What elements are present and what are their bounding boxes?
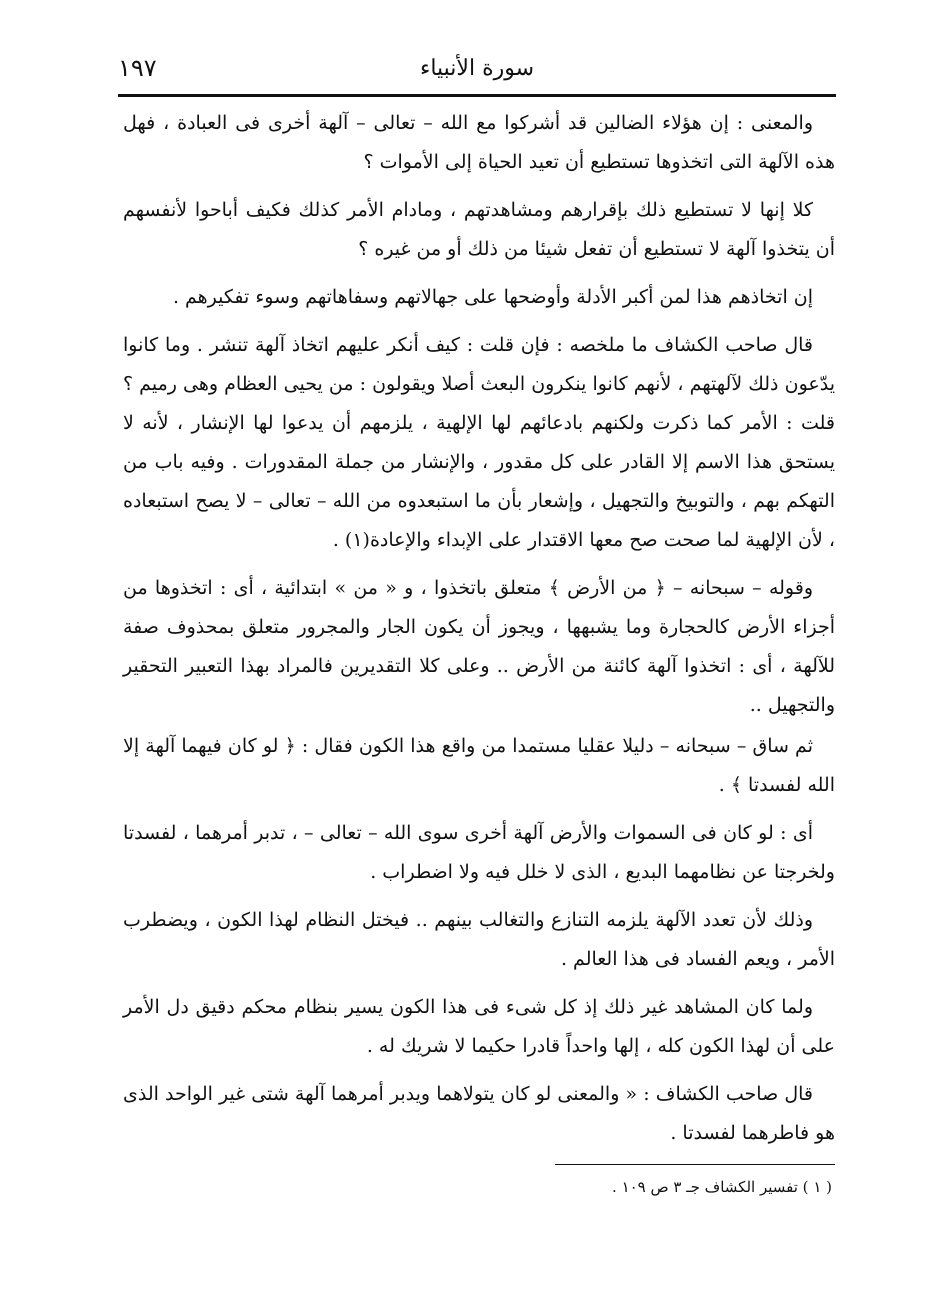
paragraph: ولما كان المشاهد غير ذلك إذ كل شىء فى هذا الكون يسير بنظام محكم دقيق دل الأمر على أن لهذا الكون كله ، إلها واحداً قادرا حكيما لا شريك له . [123, 996, 835, 1057]
footnote: ( ١ ) تفسير الكشاف جـ ٣ ص ١٠٩ . [612, 1178, 832, 1196]
paragraph: كلا إنها لا تستطيع ذلك بإقرارهم ومشاهدتهم ، ومادام الأمر كذلك فكيف أباحوا لأنفسهم أن يتخذوا آلهة لا تستطيع أن تفعل شيئا من ذلك أو من غيره ؟ [123, 199, 835, 260]
paragraph: قال صاحب الكشاف ما ملخصه : فإن قلت : كيف أنكر عليهم اتخاذ آلهة تنشر . وما كانوا يدّعون ذلك لآلهتهم ، لأنهم كانوا ينكرون البعث أصلا ويقولون : من يحيى العظام وهى رميم ؟ قلت : الأمر كما ذكرت ولكنهم بادعائهم لها الإلهية ، يلزمهم أن يدعوا لها الإنشار ، لأنه لا يستحق هذا الاسم إلا القادر على كل مقدور ، والإنشار من جملة المقدورات . وفيه باب من التهكم بهم ، والتوبيخ والتجهيل ، وإشعار بأن ما استبعدوه من الله – تعالى – لا يصح استبعاده ، لأن الإلهية لما صحت صح معها الاقتدار على الإبداء والإعادة(١) . [123, 334, 835, 551]
paragraph: قال صاحب الكشاف : « والمعنى لو كان يتولاهما ويدبر أمرهما آلهة شتى غير الواحد الذى هو فاطرهما لفسدتا . [123, 1083, 835, 1144]
page-body [123, 104, 835, 1162]
paragraph: أى : لو كان فى السموات والأرض آلهة أخرى سوى الله – تعالى – ، تدبر أمرهما ، لفسدتا ولخرجتا عن نظامهما البديع ، الذى لا خلل فيه ولا اضطراب . [123, 822, 835, 883]
running-title: سورة الأنبياء [419, 56, 535, 81]
header-rule [118, 94, 836, 97]
page-header [118, 52, 836, 92]
paragraph: إن اتخاذهم هذا لمن أكبر الأدلة وأوضحها على جهالاتهم وسفاهاتهم وسوء تفكيرهم . [172, 286, 813, 308]
paragraph: وذلك لأن تعدد الآلهة يلزمه التنازع والتغالب بينهم .. فيختل النظام لهذا الكون ، ويضطرب الأمر ، ويعم الفساد فى هذا العالم . [123, 909, 835, 970]
paragraph: ثم ساق – سبحانه – دليلا عقليا مستمدا من واقع هذا الكون فقال : ﴿ لو كان فيهما آلهة إلا الله لفسدتا ﴾ . [123, 735, 835, 796]
page-number: ١٩٧ [118, 54, 157, 82]
paragraph: والمعنى : إن هؤلاء الضالين قد أشركوا مع الله – تعالى – آلهة أخرى فى العبادة ، فهل هذه الآلهة التى اتخذوها تستطيع أن تعيد الحياة إلى الأموات ؟ [123, 112, 835, 173]
paragraph: وقوله – سبحانه – ﴿ من الأرض ﴾ متعلق باتخذوا ، و « من » ابتدائية ، أى : اتخذوها من أجزاء الأرض كالحجارة وما يشبهها ، ويجوز أن يكون الجار والمجرور متعلق بمحذوف صفة للآلهة ، أى : اتخذوا آلهة كائنة من الأرض .. وعلى كلا التقديرين فالمراد بهذا التعبير التحقير والتجهيل .. [123, 577, 835, 716]
footnote-rule [555, 1164, 835, 1165]
